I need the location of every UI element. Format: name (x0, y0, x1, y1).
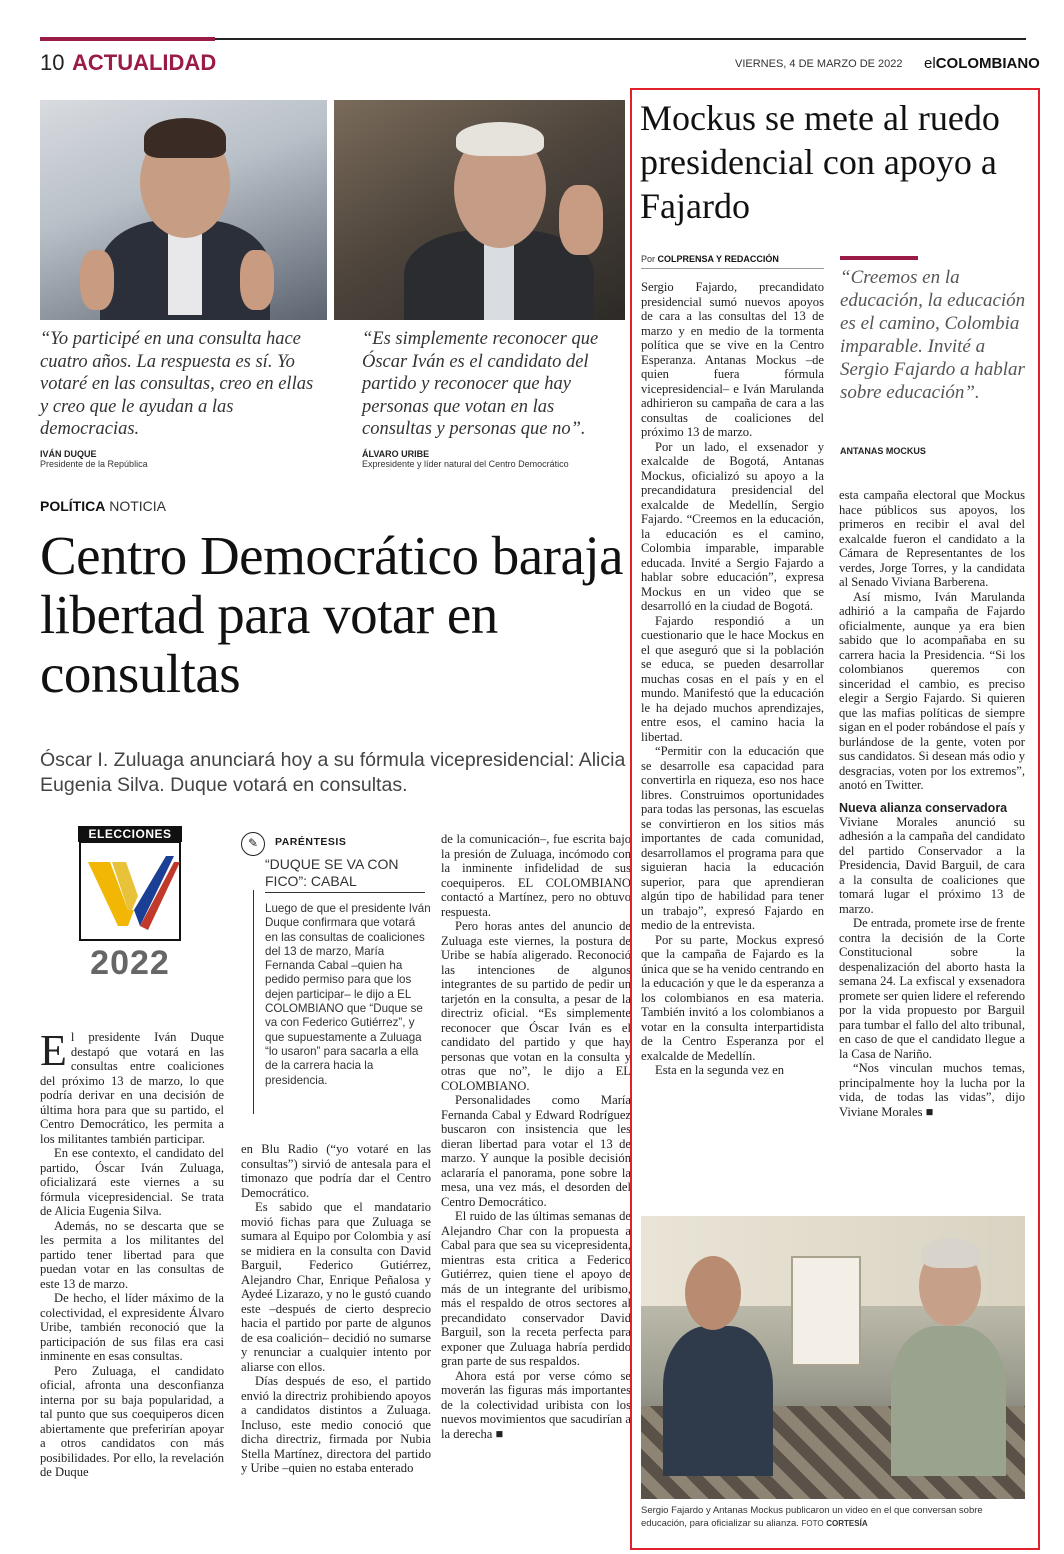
byline-prefix: Por (641, 254, 656, 264)
quote-text: “Es simplemente reconocer que Óscar Iván es el candidato del partido y reconocer que hay personas que votan en las consultas y personas que no”. (362, 329, 599, 439)
main-column-2 (241, 1142, 431, 1476)
megaphone-icon: ✎ (241, 832, 265, 856)
paragraph: Por un lado, el exsenador y exalcalde de Bogotá, Antanas Mockus, oficializó su apoyo a la precandidatura presidencial del exalcalde de Medellín, Sergio Fajardo. “Creemos en la educación, la educación es el camino, Colombia imparable, imparable educada. Invité a Sergio Fajardo a hablar sobre educación”, expresa Mockus en un video que se desarrolló en la ciudad de Bogotá. (641, 439, 824, 613)
paragraph: Por su parte, Mockus expresó que la campaña de Fajardo es la única que se ha venido centrando en la educación y que le da esperanza a los colombianos en esa materia. También invitó a los colombianos a votar en la consulta interpartidista de la Centro Esperanza por el exalcalde de Medellín. (641, 932, 824, 1063)
parentesis-rule (253, 890, 254, 1114)
paragraph: Así mismo, Iván Marulanda adhirió a la campaña de Fajardo oficialmente, aunque ya era bien sabido que lo acompañaba en su carrera hacia la Presidencia. “Si los colombianos queremos con sinceridad el cambio, es preciso elegir a Sergio Fajardo. Si quieren que las mafias políticas de siempre sigan en el poder robándose el país y burlándose de la gente, voten por sus candidatos. Si desean más odio y desgracias, voten por los extremos”, anotó en Twitter. (839, 589, 1025, 792)
date-line: VIERNES, 4 DE MARZO DE 2022 (735, 58, 903, 70)
paragraph: En ese contexto, el candidato del partido, Óscar Iván Zuluaga, oficializará este viernes a su fórmula vicepresidencial. Se trata de Alicia Eugenia Silva. (40, 1146, 224, 1218)
paragraph: Personalidades como María Fernanda Cabal y Edward Rodríguez buscaron con insistencia que les dieran libertad para votar el 13 de marzo. Y aunque la posible decisión aclararía el panorama, pone sobre la mesa, una vez más, el desorden del Centro Democrático. (441, 1093, 631, 1209)
pull-quote: “Creemos en la educación, la educación es el camino, Colombia imparable. Invité a Sergio Fajardo a hablar sobre educación”. (840, 267, 1026, 403)
paragraph: Además, no se descarta que se les permita a los militantes del partido tener libertad para que puedan votar en las consultas de este 13 de marzo. (40, 1218, 224, 1291)
byline-rule (641, 268, 824, 269)
main-column-1 (40, 1026, 224, 1480)
duque-photo (40, 100, 327, 320)
paragraph: “Permitir con la educación que se desarrolle esa capacidad para convertirla en riqueza, eso nos hace libres. Construimos oportunidades para todas las personas, las escuelas se convirtieron en los sitios más importantes de cada comunidad, desarrollamos el programa para que siguieran hacia la educación superior, para que aprendieran algún tipo de habilidad para tener un trabajo”, expresó Fajardo en medio de la entrevista. (641, 744, 824, 932)
newspaper-brand (924, 55, 1040, 72)
paragraph: De entrada, promete irse de frente contra la decisión de la Corte Constitucional sobre la despenalización del aborto hasta la semana 24. La exfiscal y exsenadora promete ser quien lidere el referendo por la vida propuesto por Barguil para tumbar el fallo del alto tribunal, en caso de que el candidato llegue a la Casa de Nariño. (839, 916, 1025, 1061)
caption-text: Sergio Fajardo y Antanas Mockus publicaron un video en el que conversan sobre educación, para oficializar su alianza. (641, 1505, 983, 1529)
paragraph-text: l presidente Iván Duque destapó que votará en las consultas entre coaliciones del próximo 13 de marzo, lo que podría derivar en una decisión de última hora para que su partido, el Centro Democrático, les permita a los militantes también participar. (40, 1030, 224, 1146)
subheading: Nueva alianza conservadora (839, 800, 1008, 815)
paragraph: El ruido de las últimas semanas de Alejandro Char con la propuesta a Cabal para que sea su vicepresidenta, mientras esta critica a Federico Gutiérrez, quien tiene el apoyo de más de un integrante del uribismo, más el respaldo de otros sectores al precandidato conservador David Barguil, son la receta perfecta para exponer que Zuluaga habría perdido gran parte de sus respaldos. (441, 1209, 631, 1368)
main-headline: Centro Democrático baraja libertad para votar en consultas (40, 525, 624, 704)
parentesis-title: “DUQUE SE VA CON FICO”: CABAL (265, 856, 425, 893)
section-name: ACTUALIDAD (72, 50, 217, 75)
uribe-photo (334, 100, 625, 320)
kicker-type: NOTICIA (109, 498, 167, 514)
page-number: 10 (40, 50, 65, 75)
paragraph: Pero Zuluaga, el candidato oficial, afronta una desconfianza interna por su baja popularidad, a tal punto que sus coequiperos dicen abiertamente que preferirían apoyar a otros candidatos con más posibilidades. Por ello, la revelación de Duque (40, 1363, 224, 1479)
quote-author-role: Presidente de la República (40, 458, 148, 469)
paragraph: esta campaña electoral que Mockus hace públicos sus apoyos, los primeros en recibir el aval del exalcalde fueron el candidato a la Cámara de Representantes de los verdes, Jorge Torres, y la candidata al Senado Viviana Barberena. (839, 488, 1025, 589)
main-column-3 (441, 832, 631, 1441)
paragraph: de la comunicación–, fue escrita bajo la presión de Zuluaga, incómodo con la inminente infidelidad de sus coequiperos. EL COLOMBIANO contactó a Martínez, pero no obtuvo respuesta. (441, 832, 631, 919)
drop-cap: E (40, 1026, 67, 1075)
paragraph: Es sabido que el mandatario movió fichas para que Zuluaga se sumara al Equipo por Colombia y así se midiera en la consulta con David Barguil, Federico Gutiérrez, Alejandro Char, Enrique Peñalosa y Aydeé Lizarazo, y no le gustó cuando este –después de cierto desprecio hacia el partido por parte de algunos de esa coalición– decidió no sumarse y renunciar a cualquier intento por aliarse con ellos. (241, 1200, 431, 1374)
paragraph (40, 1026, 224, 1146)
paragraph: Pero horas antes del anuncio de Zuluaga este viernes, la postura de Uribe se había aligerado. Reconoció las intenciones de algunos integrantes de su partido de pedir un tarjetón en la consulta, a pesar de la directriz oficial. “Es simplemente reconocer que Óscar Iván es el candidato del partido y que hay personas que votan en la consulta y otras que no”, le dijo a EL COLOMBIANO. (441, 919, 631, 1093)
byline (641, 254, 779, 264)
kicker-category: POLÍTICA (40, 498, 106, 514)
main-deck: Óscar I. Zuluaga anunciará hoy a su fórmula vicepresidencial: Alicia Eugenia Silva. Duque votará en consultas. (40, 749, 626, 796)
quote-author: ÁLVARO URIBE (362, 448, 430, 459)
elecciones-2022-logo (78, 826, 182, 982)
paragraph: en Blu Radio (“yo votaré en las consultas”) sirvió de antesala para el timonazo que podría dar el Centro Democrático. (241, 1142, 431, 1200)
quote-text: “Yo participé en una consulta hace cuatro años. La respuesta es sí. Yo votaré en las consultas, creo en ellas y creo que le ayudan a las democracias. (40, 329, 314, 439)
brand-el: el (924, 55, 936, 72)
paragraph: Fajardo respondió a un cuestionario que le hace Mockus en el que aseguró que si la población se educa, se pueden desarrollar muchas cosas en el país y en el mundo. Manifestó que la educación le ha dejado muchos aprendizajes, entre esos, el camino hacia la libertad. (641, 613, 824, 744)
pull-quote-author: ANTANAS MOCKUS (840, 446, 926, 456)
parentesis-box (241, 832, 431, 1132)
photo-caption (641, 1504, 1025, 1530)
paragraph: Días después de eso, el partido envió la directriz prohibiendo apoyos a candidatos distintos a Zuluaga. Incluso, este medio conoció que dicha directriz, firmada por Nubia Stella Martínez, directora del partido y Uribe –quien no estaba enterado (241, 1374, 431, 1475)
caption-credit: CORTESÍA (826, 1519, 868, 1528)
paragraph: Esta en la segunda vez en (655, 1063, 785, 1077)
brand-name: COLOMBIANO (935, 55, 1040, 72)
parentesis-label: PARÉNTESIS (275, 836, 347, 848)
quote-author: IVÁN DUQUE (40, 448, 97, 459)
paragraph: “Nos vinculan muchos temas, principalmente hoy la lucha por la vida, de todas las vidas”, dijo Viviane Morales ■ (839, 1061, 1025, 1119)
byline-author: COLPRENSA Y REDACCIÓN (657, 254, 779, 264)
quote-author-role: Expresidente y líder natural del Centro Democrático (362, 458, 569, 469)
side-headline: Mockus se mete al ruedo presidencial con apoyo a Fajardo (640, 98, 1000, 226)
story-kicker (40, 498, 166, 514)
pull-quote-accent (840, 256, 918, 260)
section-accent-rule (40, 37, 215, 41)
quote-duque (40, 328, 322, 469)
paragraph: De hecho, el líder máximo de la colectividad, el expresidente Álvaro Uribe, también reconoció que la participación de sus filas era casi inminente en esas consultas. (40, 1291, 224, 1363)
quote-uribe (362, 328, 622, 469)
side-column-2 (839, 488, 1025, 1119)
caption-foto-label: FOTO (801, 1519, 824, 1528)
paragraph: Viviane Morales anunció su adhesión a la campaña del candidato del partido Conservador a la Presidencia, David Barguil, de cara a la consulta de coaliciones que tomará lugar el próximo 13 de marzo. (839, 814, 1025, 916)
logo-year: 2022 (90, 944, 170, 982)
parentesis-text: Luego de que el presidente Iván Duque confirmara que votará en las consultas de coaliciones del 13 de marzo, María Fernanda Cabal –quien ha pedido permiso para que los dejen participar– le dijo a EL COLOMBIANO que “Duque se va con Federico Gutiérrez”, y que supuestamente a Zuluaga “lo usaron” para sacarla a ella de la carrera hacia la presidencia. (265, 902, 431, 1087)
logo-title: ELECCIONES (78, 826, 182, 842)
fajardo-mockus-photo (641, 1216, 1025, 1499)
paragraph: Ahora está por verse cómo se moverán las figuras más importantes de la colectividad uribista con los nuevos movimientos que sacudirían a la derecha ■ (441, 1368, 631, 1441)
side-column-1 (641, 280, 824, 1078)
paragraph: Sergio Fajardo, precandidato presidencial sumó nuevos apoyos de cara a las consultas del 13 de marzo y en medio de la tormenta política que se vive en la Centro Esperanza. Antanas Mockus –de quien fuera fórmula vicepresidencial– e Iván Marulanda adhirieron su campaña de cara a las consultas de coaliciones del próximo 13 de marzo. (641, 280, 824, 439)
